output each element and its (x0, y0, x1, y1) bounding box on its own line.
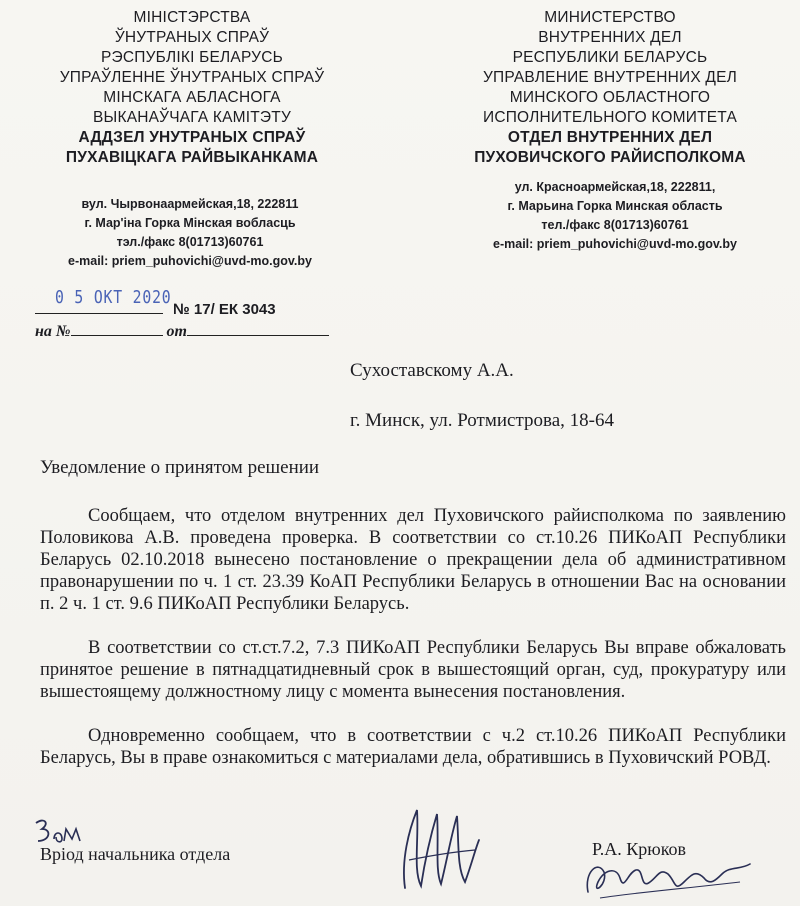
letterhead-line: ВЫКАНАЎЧАГА КАМІТЭТУ (93, 109, 291, 126)
letterhead-line: ИСПОЛНИТЕЛЬНОГО КОМИТЕТА (482, 109, 737, 126)
letterhead-line: РЕСПУБЛИКИ БЕЛАРУСЬ (512, 49, 708, 66)
letterhead-line: УПРАВЛЕНИЕ ВНУТРЕННИХ ДЕЛ (483, 69, 737, 86)
email-line: e-mail: priem_puhovichi@uvd-mo.gov.by (68, 254, 312, 268)
registration-number: № 17/ ЕК 3043 (173, 301, 276, 318)
reference-row (35, 321, 329, 341)
department-name: ОТДЕЛ ВНУТРЕННИХ ДЕЛ (507, 129, 713, 146)
phone-line: тел./факс 8(01713)60761 (541, 218, 689, 232)
letterhead-line: МИНСКОГО ОБЛАСТНОГО (509, 89, 711, 106)
reference-number-blank (71, 321, 163, 336)
address-block-russian (450, 178, 780, 254)
paragraph-text: Одновременно сообщаем, что в соответствии с ч.2 ст.10.26 ПИКоАП Республики Беларусь, Вы в праве ознакомиться с материалами дела, обратившись в Пуховичский РОВД. (40, 726, 786, 768)
phone-line: тэл./факс 8(01713)60761 (116, 235, 264, 249)
paragraph-text: В соответствии со ст.ст.7.2, 7.3 ПИКоАП Республики Беларусь Вы вправе обжаловать принятое решение в пятнадцатидневный срок в вышестоящий орган, суд, прокуратуру или вышестоящему должностному лицу с момента вынесения постановления. (40, 638, 786, 702)
reference-date-blank (187, 321, 329, 336)
signatory-name: Р.А. Крюков (592, 839, 687, 859)
letterhead-line: РЭСПУБЛІКІ БЕЛАРУСЬ (101, 49, 283, 66)
letterhead-line: МІНСКАГА АБЛАСНОГА (103, 89, 281, 106)
body-paragraph (40, 505, 786, 615)
reference-prefix: на № (35, 323, 71, 340)
letterhead-belarusian (22, 8, 362, 168)
department-name: ПУХАВІЦКАГА РАЙВЫКАНКАМА (65, 149, 319, 166)
department-name: ПУХОВИЧСКОГО РАЙИСПОЛКОМА (474, 149, 746, 166)
address-line: вул. Чырвонаармейская,18, 222811 (81, 197, 299, 211)
date-field (35, 287, 172, 314)
body-paragraph (40, 725, 786, 769)
handwritten-signature-surname (580, 852, 760, 904)
address-line: г. Мар'іна Горка Мінская вобласць (84, 216, 296, 230)
letterhead-russian (440, 8, 780, 168)
date-stamp: 0 5 ОКТ 2020 (55, 287, 172, 308)
letterhead-line: ЎНУТРАНЫХ СПРАЎ (114, 29, 270, 46)
reference-from-label: от (166, 323, 187, 340)
department-name: АДДЗЕЛ УНУТРАНЫХ СПРАЎ (78, 129, 306, 146)
address-line: г. Марьина Горка Минская область (507, 199, 723, 213)
body-paragraph (40, 637, 786, 703)
email-line: e-mail: priem_puhovichi@uvd-mo.gov.by (493, 237, 737, 251)
letterhead-line: ВНУТРЕННИХ ДЕЛ (538, 29, 682, 46)
handwritten-signature (395, 800, 485, 895)
letter-subject: Уведомление о принятом решении (40, 457, 320, 478)
addressee-address: г. Минск, ул. Ротмистрова, 18-64 (350, 410, 614, 431)
letterhead-line: МІНІСТЭРСТВА (133, 9, 251, 26)
letterhead-line: МИНИСТЕРСТВО (544, 9, 676, 26)
letterhead-line: УПРАЎЛЕННЕ ЎНУТРАНЫХ СПРАЎ (59, 69, 325, 86)
address-line: ул. Красноармейская,18, 222811, (514, 180, 716, 194)
signatory-title: Врiод начальника отдела (40, 844, 231, 864)
addressee-name: Сухоставскому А.А. (350, 360, 514, 381)
paragraph-text: Сообщаем, что отделом внутренних дел Пуховичского райисполкома по заявлению Половикова А.В. проведена проверка. В соответствии со ст.10.26 ПИКоАП Республики Беларусь 02.10.2018 вынесено постановление о прекращении дела об административном правонарушении по ч. 1 ст. 23.39 КоАП Республики Беларусь в отношении Вас на основании п. 2 ч. 1 ст. 9.6 ПИКоАП Республики Беларусь. (40, 506, 786, 614)
registration-row (35, 287, 276, 319)
address-block-belarusian (30, 195, 350, 271)
